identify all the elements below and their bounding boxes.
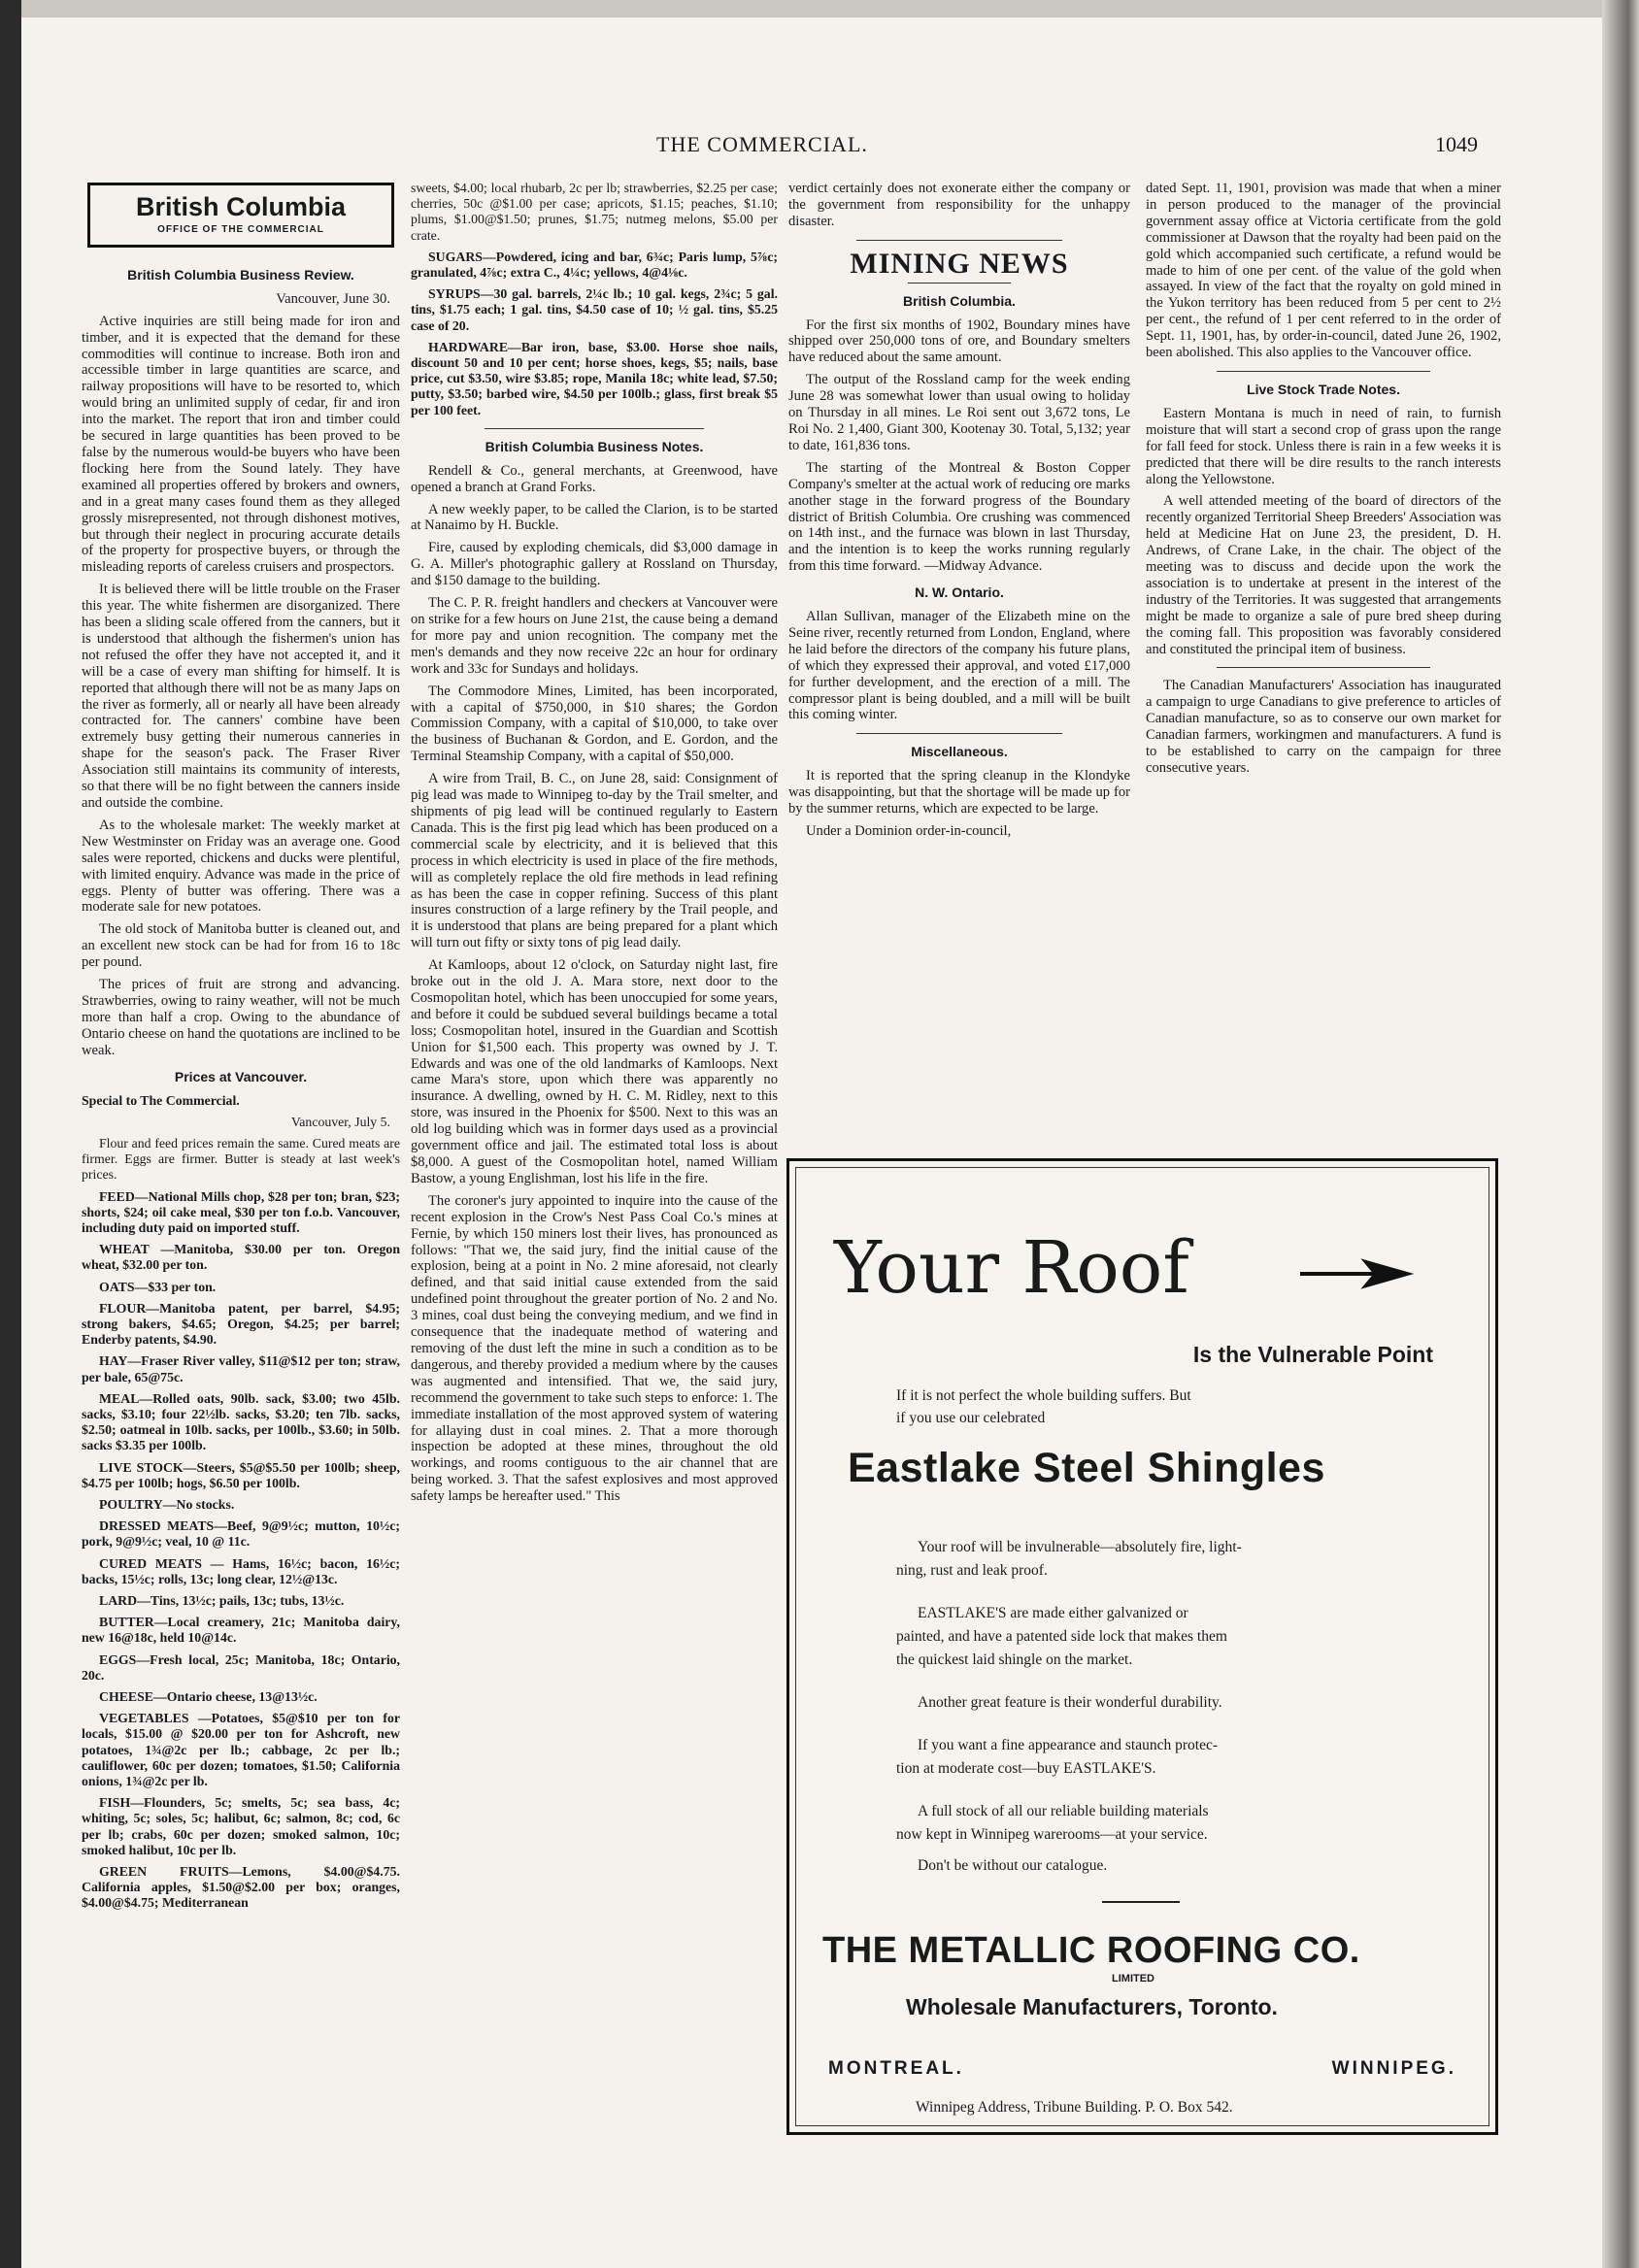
ad-body-line: the quickest laid shingle on the market. bbox=[896, 1651, 1133, 1668]
ad-body-line: ning, rust and leak proof. bbox=[896, 1562, 1048, 1579]
paragraph: The prices of fruit are strong and advancing. Strawberries, owing to rainy weather, will not be much more than half a crop. Owing to the abundance of Ontario cheese on hand the quotations are inclined to be weak. bbox=[82, 977, 400, 1058]
paragraph: Flour and feed prices remain the same. Cured meats are firmer. Eggs are firmer. Butter is steady at last week's prices. bbox=[82, 1135, 400, 1183]
divider bbox=[1217, 371, 1430, 372]
ad-headline: Your Roof bbox=[834, 1226, 1189, 1310]
price-item-vegetables: VEGETABLES —Potatoes, $5@$10 per ton for locals, $15.00 @ $20.00 per ton for Ashcroft, new potatoes, 1¾@2c per lb.; cabbage, 2c per lb.; cauliflower, 60c per dozen; tomatoes, $1.50; California onions, 1¾@2c per lb. bbox=[82, 1711, 400, 1789]
heading-nw-ontario: N. W. Ontario. bbox=[915, 584, 1004, 601]
price-item-wheat: WHEAT —Manitoba, $30.00 per ton. Oregon wheat, $32.00 per ton. bbox=[82, 1242, 400, 1273]
ad-intro-line: if you use our celebrated bbox=[896, 1410, 1046, 1426]
divider bbox=[1102, 1901, 1180, 1903]
paragraph: A new weekly paper, to be called the Clarion, is to be started at Nanaimo by H. Buckle. bbox=[411, 501, 778, 534]
scan-right-edge bbox=[1602, 0, 1639, 2268]
ad-body-line: Don't be without our catalogue. bbox=[918, 1857, 1108, 1874]
section-box-subtitle: OFFICE OF THE COMMERCIAL bbox=[157, 224, 324, 235]
column-1 bbox=[82, 181, 400, 1918]
paragraph: The output of the Rossland camp for the week ending June 28 was somewhat lower than usual owing to holiday on Thursday in all mines. Le Roi sent out 3,672 tons, Le Roi No. 2 1,400, Giant 300, Kootenay 30. Total, 5,132; year to date, 161,836 tons. bbox=[788, 372, 1130, 453]
heading-live-stock: Live Stock Trade Notes. bbox=[1247, 381, 1400, 397]
price-item-hardware: HARDWARE—Bar iron, base, $3.00. Horse shoe nails, discount 50 and 10 per cent; horse shoes, kegs, $5; nails, base price, cut $3.50, wire $3.85; rope, Manila 18c; white lead, $7.50; putty, $3.50; barbed wire, $4.50 per 100lb.; glass, first break $5 per 100 feet. bbox=[411, 339, 778, 417]
paragraph: It is believed there will be little trouble on the Fraser this year. The white fishermen are disorganized. There has been a sliding scale offered from the canners, but it is understood that although the fishermen's union has not refused the offer they have not accepted it, and it will be a case of every man shifting for himself. It is reported that although there will not be as many Japs on the river as formerly, all or nearly all have been already contracted for. The canners' combine have been extremely busy getting their numerous canneries in shape for the season's pack. The Fraser River Association still maintains its community of interests, so that there will be no fight between the canners inside and outside the combine. bbox=[82, 582, 400, 811]
paragraph: At Kamloops, about 12 o'clock, on Saturday night last, fire broke out in the old J. A. Mara store, next door to the Cosmopolitan hotel, which has been unoccupied for some years, and before it could be subdued several buildings became a total loss; Cosmopolitan hotel, insured in the Guardian and Scottish Union for $1,500 each. This property was owned by J. T. Edwards and was one of the old landmarks of Kamloops. Next came Mara's store, upon which there was apparently no insurance. A dwelling, owned by H. C. M. Ridley, next to this store, was insured in the Phoenix for $500. Next to this was an old log building which was in former days used as a provincial government office and jail. The estimated total loss is about $8,000. A guest of the Cosmopolitan hotel, named William Bastow, a young Englishman, lost his life in the fire. bbox=[411, 957, 778, 1186]
price-item-butter: BUTTER—Local creamery, 21c; Manitoba dairy, new 16@18c, held 10@14c. bbox=[82, 1615, 400, 1646]
advertisement-metallic-roofing bbox=[786, 1158, 1498, 2135]
scan-binding-edge bbox=[0, 0, 21, 2268]
ad-city-winnipeg: WINNIPEG. bbox=[1331, 2058, 1456, 2079]
paragraph: Rendell & Co., general merchants, at Greenwood, have opened a branch at Grand Forks. bbox=[411, 462, 778, 495]
paragraph: dated Sept. 11, 1901, provision was made that when a miner in person produced to the manager of the provincial government assay office at Victoria certificate from the gold commissioner at Dawson that the royalty had been paid on the gold which accompanied such certificate, a refund would be made to him of one per cent. of the value of the gold when assayed. In view of the fact that the royalty on gold mined in the Yukon territory has been reduced from 5 per cent to 2½ per cent., the refund of 1 per cent referred to in the order of Sept. 11, 1901, has, by order-in-council, dated June 26, 1902, been abolished. This also applies to the Vancouver office. bbox=[1146, 181, 1501, 361]
ad-intro-line: If it is not perfect the whole building suffers. But bbox=[896, 1387, 1191, 1404]
ad-product-name: Eastlake Steel Shingles bbox=[848, 1445, 1325, 1491]
ad-company-name: THE METALLIC ROOFING CO. bbox=[822, 1930, 1360, 1971]
paragraph: Allan Sullivan, manager of the Elizabeth mine on the Seine river, recently returned from London, England, where he laid before the directors of the company his future plans, of which they expressed their approval, and voted £17,000 for further development, and the erection of a mill. The compressor plant is being doubled, and a mill will be built this coming winter. bbox=[788, 609, 1130, 723]
heading-miscellaneous: Miscellaneous. bbox=[911, 744, 1008, 760]
price-item-livestock: LIVE STOCK—Steers, $5@$5.50 per 100lb; sheep, $4.75 per 100lb; hogs, $6.50 per 100lb. bbox=[82, 1459, 400, 1490]
price-item-green-fruits: GREEN FRUITS—Lemons, $4.00@$4.75. California apples, $1.50@$2.00 per box; oranges, $4.00@$4.75; Mediterranean bbox=[82, 1864, 400, 1911]
price-item-lard: LARD—Tins, 13½c; pails, 13c; tubs, 13½c. bbox=[99, 1592, 345, 1608]
price-item-eggs: EGGS—Fresh local, 25c; Manitoba, 18c; Ontario, 20c. bbox=[82, 1651, 400, 1683]
column-4 bbox=[1146, 181, 1501, 783]
price-item-hay: HAY—Fraser River valley, $11@$12 per ton; straw, per bale, 65@75c. bbox=[82, 1353, 400, 1384]
price-item-cured-meats: CURED MEATS — Hams, 16½c; bacon, 16½c; backs, 15½c; rolls, 13c; long clear, 12½@13c. bbox=[82, 1555, 400, 1586]
paragraph: The coroner's jury appointed to inquire into the cause of the recent explosion in the Crow's Nest Pass Coal Co.'s mines at Fernie, by which 150 miners lost their lives, has pronounced as follows: "That we, the said jury, find the initial cause of the explosion, being at a point in No. 2 mine aforesaid, not clearly defined, and that said initial cause extended from the said undefined point throughout the greater portion of No. 2 and No. 3 mines, coal dust being the conveying medium, and we find in consequence that the inadequate method of watering and removing of the dust left the mine in such a condition as to be dangerous, and thereby provided a medium where by the causes was augmented and intensified. That we, the said jury, recommend the government to take such steps to enforce: 1. The immediate installation of the most approved system of watering for allaying dust in coal mines. 2. That a more thorough inspection be adopted at these mines, throughout the old workings, and rooms contiguous to the air channel that are being worked. 3. That the safest explosives and most approved safety lamps be hereafter used." This bbox=[411, 1192, 778, 1505]
heading-british-columbia: British Columbia. bbox=[903, 292, 1016, 309]
page-number: 1049 bbox=[1435, 132, 1478, 156]
price-item-dressed-meats: DRESSED MEATS—Beef, 9@9½c; mutton, 10½c; pork, 9@9½c; veal, 10 @ 11c. bbox=[82, 1518, 400, 1550]
price-item-sugars: SUGARS—Powdered, icing and bar, 6¾c; Paris lump, 5⅞c; granulated, 4⅞c; extra C., 4¼c; yellows, 4@4⅛c. bbox=[411, 249, 778, 281]
divider bbox=[485, 428, 705, 429]
ad-body-line: now kept in Winnipeg warerooms—at your service. bbox=[896, 1826, 1208, 1843]
paragraph: Active inquiries are still being made for iron and timber, and it is expected that the demand for these commodities will continue to increase. Both iron and accessible timber in large quantities are scarce, and railway propositions will have to be resorted to, which would bring an unlimited supply of cedar, fir and iron into the market. The report that iron and timber could be secured in large quantities has been proved to be false by the numerous would-be buyers who have been flocking here from the Sound lately. They have examined all properties offered by brokers and owners, and in a great many cases found them as they alleged grossly misrepresented, not through dishonest motives, but through their neglect in procuring accurate details of the property for prospective buyers, or through the misleading reports of careless cruisers and prospectors. bbox=[82, 313, 400, 576]
publication-title: THE COMMERCIAL. bbox=[656, 132, 868, 156]
arrow-icon bbox=[1298, 1256, 1415, 1291]
paragraph: The Commodore Mines, Limited, has been incorporated, with a capital of $750,000, in $10 shares; the Gordon Commission Company, with a capital of $10,000, to take over the business of Buchanan & Gordon, and E. Gordon, and the Terminal Steamship Company, with a capital of $50,000. bbox=[411, 683, 778, 765]
heading-business-notes: British Columbia Business Notes. bbox=[485, 438, 704, 454]
running-header bbox=[0, 132, 1554, 159]
divider bbox=[856, 240, 1061, 241]
paragraph: As to the wholesale market: The weekly market at New Westminster on Friday was an average one. Good sales were reported, chickens and ducks were plentiful, with limited enquiry. Advance was made in the price of eggs. Plenty of butter was offering. There was a moderate sale for new potatoes. bbox=[82, 817, 400, 916]
paragraph: The old stock of Manitoba butter is cleaned out, and an excellent new stock can be had for from 16 to 18c per pound. bbox=[82, 921, 400, 971]
price-item-cheese: CHEESE—Ontario cheese, 13@13½c. bbox=[99, 1689, 318, 1704]
column-3 bbox=[788, 181, 1130, 846]
ad-body-line: If you want a fine appearance and staunch protec- bbox=[918, 1737, 1218, 1753]
special-line: Special to The Commercial. bbox=[82, 1092, 240, 1108]
price-item-fish: FISH—Flounders, 5c; smelts, 5c; sea bass, 4c; whiting, 5c; soles, 5c; halibut, 6c; salmon, 8c; cod, 6c per lb; crabs, 60c per dozen; smoked salmon, 10c; smoked halibut, 10c per lb. bbox=[82, 1795, 400, 1857]
price-item-sweets: sweets, $4.00; local rhubarb, 2c per lb; strawberries, $2.25 per case; cherries, 50c @$1.00 per case; apricots, $1.15; peaches, $1.10; plums, $1.00@$1.50; prunes, $1.75; nutmeg melons, $5.00 per crate. bbox=[411, 181, 778, 243]
divider bbox=[856, 733, 1061, 734]
ad-body-line: tion at moderate cost—buy EASTLAKE'S. bbox=[896, 1760, 1156, 1777]
section-box-title: British Columbia bbox=[135, 192, 346, 221]
paragraph: For the first six months of 1902, Boundary mines have shipped over 250,000 tons of ore, and Boundary smelters have reduced about the same amount. bbox=[788, 317, 1130, 366]
price-item-syrups: SYRUPS—30 gal. barrels, 2¼c lb.; 10 gal. kegs, 2¾c; 5 gal. tins, $1.75 each; 1 gal. tins, $4.50 case of 10; ½ gal. tins, $5.25 case of 20. bbox=[411, 286, 778, 333]
ad-body-line: A full stock of all our reliable building materials bbox=[918, 1803, 1209, 1819]
divider bbox=[908, 283, 1011, 284]
ad-body-line: Your roof will be invulnerable—absolutely fire, light- bbox=[918, 1539, 1242, 1555]
ad-limited: LIMITED bbox=[1112, 1973, 1154, 1984]
heading-mining-news: MINING NEWS bbox=[850, 247, 1069, 280]
ad-body-line: painted, and have a patented side lock that makes them bbox=[896, 1628, 1227, 1645]
paragraph: The starting of the Montreal & Boston Copper Company's smelter at the actual work of reducing ore marks another stage in the forward progress of the Boundary district of British Columbia. Ore crushing was commenced on 14th inst., and the furnace was blown in last Thursday, and the intention is to keep the works running regularly from this time forward. —Midway Advance. bbox=[788, 459, 1130, 575]
scan-top-edge bbox=[21, 0, 1602, 17]
heading-prices-vancouver: Prices at Vancouver. bbox=[174, 1068, 308, 1084]
price-item-feed: FEED—National Mills chop, $28 per ton; bran, $23; shorts, $24; oil cake meal, $30 per ton f.o.b. Vancouver, including duty paid on imported stuff. bbox=[82, 1188, 400, 1235]
ad-subheadline: Is the Vulnerable Point bbox=[1192, 1342, 1433, 1367]
dateline: Vancouver, July 5. bbox=[290, 1114, 390, 1129]
divider bbox=[1217, 667, 1430, 668]
ad-wholesale-line: Wholesale Manufacturers, Toronto. bbox=[906, 1994, 1278, 2019]
section-box-british-columbia bbox=[87, 183, 394, 248]
price-item-flour: FLOUR—Manitoba patent, per barrel, $4.95; strong bakers, $4.65; Oregon, $4.25; per barrel; Enderby patents, $4.90. bbox=[82, 1300, 400, 1348]
paragraph: verdict certainly does not exonerate either the company or the government from responsibility for the unhappy disaster. bbox=[788, 181, 1130, 229]
ad-body-line: EASTLAKE'S are made either galvanized or bbox=[918, 1605, 1188, 1621]
paragraph: The Canadian Manufacturers' Association has inaugurated a campaign to urge Canadians to give preference to articles of Canadian manufacture, so as to conserve our own market for Canadian farmers, workingmen and manufacturers. A fund is to be established to carry on the campaign for three consecutive years. bbox=[1146, 678, 1501, 776]
paragraph: A wire from Trail, B. C., on June 28, said: Consignment of pig lead was made to Winnipeg to-day by the Trail smelter, and shipments of pig lead will be continued regularly to Eastern Canada. This is the first pig lead which has been produced on a commercial scale by electricity, and it is believed that this process in which electricity is used in place of the fire methods, will as completely replace the old fire methods in lead refining as has been the case in copper refining. Success of this plant insures construction of a large refinery by the Trail people, and it is understood that plans are being prepared for a plant which will turn out fifty or sixty tons of pig lead daily. bbox=[411, 771, 778, 951]
paragraph: The C. P. R. freight handlers and checkers at Vancouver were on strike for a few hours on June 21st, the cause being a demand for more pay and union recognition. The company met the men's demands and they now receive 22c an hour for ordinary work and 33c for Sundays and holidays. bbox=[411, 595, 778, 677]
ad-body-line: Another great feature is their wonderful durability. bbox=[918, 1694, 1222, 1711]
price-item-poultry: POULTRY—No stocks. bbox=[99, 1496, 235, 1512]
paragraph: Under a Dominion order-in-council, bbox=[806, 823, 1012, 839]
ad-address: Winnipeg Address, Tribune Building. P. O. Box 542. bbox=[916, 2099, 1233, 2116]
price-item-oats: OATS—$33 per ton. bbox=[99, 1279, 217, 1294]
paragraph: It is reported that the spring cleanup in the Klondyke was disappointing, but that the shortage will be made up for by the summer returns, which are expected to be large. bbox=[788, 768, 1130, 817]
dateline: Vancouver, June 30. bbox=[276, 290, 390, 307]
ad-city-montreal: MONTREAL. bbox=[828, 2058, 964, 2079]
paragraph: Fire, caused by exploding chemicals, did $3,000 damage in G. A. Miller's photographic gallery at Rossland on Thursday, and $150 damage to the building. bbox=[411, 540, 778, 589]
column-2 bbox=[411, 181, 778, 1511]
price-item-meal: MEAL—Rolled oats, 90lb. sack, $3.00; two 45lb. sacks, $3.10; four 22½lb. sacks, $3.20; ten 7lb. sacks, $2.50; oatmeal in 10lb. sacks, per 100lb., $3.60; in 50lb. sacks $3.35 per 100lb. bbox=[82, 1390, 400, 1453]
paragraph: Eastern Montana is much in need of rain, to furnish moisture that will start a second crop of grass upon the range for fall feed for stock. Unless there is rain in a few weeks it is predicted that there will be dire results to the ranch interests along the Yellowstone. bbox=[1146, 405, 1501, 487]
paragraph: A well attended meeting of the board of directors of the recently organized Territorial Sheep Breeders' Association was held at Medicine Hat on June 23, the president, D. H. Andrews, of Crane Lake, in the chair. The object of the meeting was to discuss and decide upon the work the association is to undertake at present in the interest of the industry of the Territories. It was suggested that arrangements might be made to organize a sale of pure bred sheep during the coming fall. This proposition was favorably considered and constituted the principal item of business. bbox=[1146, 493, 1501, 657]
heading-business-review: British Columbia Business Review. bbox=[127, 266, 354, 283]
